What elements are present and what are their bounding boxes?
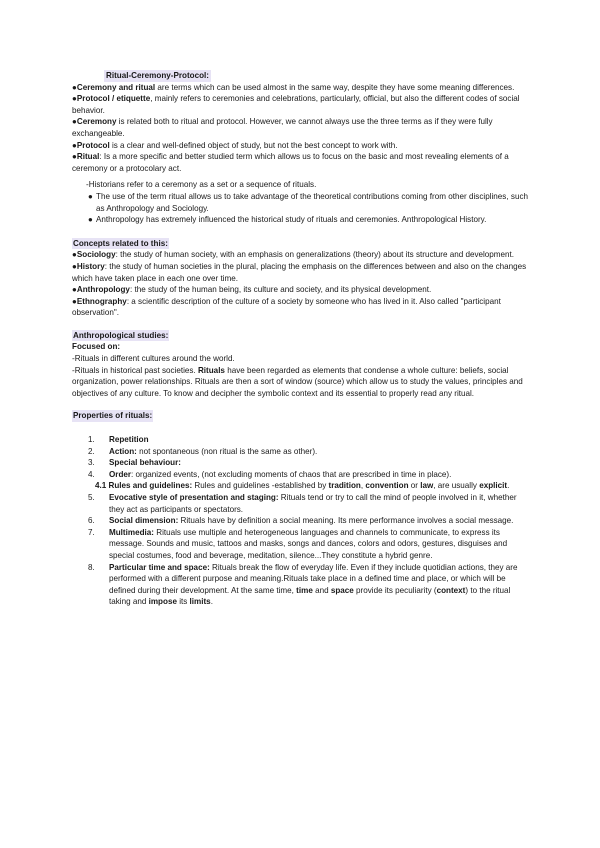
- paragraph: ●History: the study of human societies in the plural, placing the emphasis on the differences between and also on the changes which have taken place in each one over time.: [72, 261, 527, 283]
- bullet-item: ● The use of the term ritual allows us to take advantage of the theoretical contributions coming from other disciplines, such as Anthropology and Sociology.: [88, 191, 528, 213]
- paragraph: ●Ethnography: a scientific description of the culture of a society by someone who has lived in it. Also called "participant observation".: [72, 296, 501, 318]
- paragraph: ●Anthropology: the study of the human being, its culture and society, and its physical development.: [72, 285, 432, 295]
- dash-line: -Rituals in historical past societies. Rituals have been regarded as elements that condense a whole culture: beliefs, social organization, power relationships. Rituals are then a sort of window (source) which allow us to study the values, principles and objectives of any culture. To know and decipher the symbolic context and its essential to properly read any ritual.: [72, 365, 523, 398]
- section-title-anthropological: Anthropological studies:: [73, 330, 169, 340]
- paragraph: ●Protocol is a clear and well-defined object of study, but not the best concept to work with.: [72, 140, 398, 150]
- dash-line: -Rituals in different cultures around the world.: [72, 354, 235, 364]
- section-title-properties: Properties of rituals:: [73, 411, 153, 421]
- paragraph: ●Ritual: Is a more specific and better studied term which allows us to focus on the basic and most revealing elements of a ceremony or a protocolary act.: [72, 152, 509, 173]
- paragraph: ●Protocol / etiquette, mainly refers to ceremonies and celebrations, particularly, official, but also the different codes of social behavior.: [72, 94, 520, 115]
- list-item: 8. Particular time and space: Rituals break the flow of everyday life. Even if they include quotidian actions, they are performed with a different purpose and meaning.Rituals take place in a defined time and place, or which will be defined during their development. At the same time, time and space provide its peculiarity (context) to the ritual taking and impose its limits.: [88, 562, 518, 607]
- list-item: 7. Multimedia: Rituals use multiple and heterogeneous languages and channels to communicate, to express its message. Sounds and music, tattoos and masks, songs and dances, colors and odors, gestures, disguises and special costumes, food and beverage, meditation, silence...They constitute a hybrid genre.: [88, 527, 508, 560]
- paragraph: ●Sociology: the study of human society, with an emphasis on generalizations (theory) about its structure and development.: [72, 250, 515, 260]
- list-item: 3. Special behaviour:: [88, 458, 181, 468]
- list-item: 6. Social dimension: Rituals have by definition a social meaning. Its mere performance involves a social message.: [88, 516, 514, 526]
- document-body: [72, 70, 528, 608]
- subheading: Focused on:: [72, 342, 121, 352]
- list-item: 1. Repetition: [88, 435, 149, 445]
- list-item: 4. Order: organized events, (not excluding moments of chaos that are prescribed in time in place).: [88, 469, 452, 479]
- paragraph: ●Ceremony and ritual are terms which can be used almost in the same way, despite they have some meaning differences.: [72, 82, 515, 92]
- dash-note: -Historians refer to a ceremony as a set or a sequence of rituals.: [86, 180, 317, 190]
- list-item: 2. Action: not spontaneous (non ritual is the same as other).: [88, 446, 318, 456]
- section-title-concepts: Concepts related to this:: [73, 238, 168, 248]
- list-subitem: 4.1 Rules and guidelines: Rules and guidelines -established by tradition, convention or law, are usually explicit.: [95, 481, 510, 491]
- bullet-item: ● Anthropology has extremely influenced the historical study of rituals and ceremonies. Anthropological History.: [88, 215, 487, 225]
- section-title-ritual: Ritual-Ceremony-Protocol:: [106, 71, 209, 80]
- paragraph: ●Ceremony is related both to ritual and protocol. However, we cannot always use the three terms as if they were fully exchangeable.: [72, 117, 493, 138]
- list-item: 5. Evocative style of presentation and staging: Rituals tend or try to call the mind of people involved in it, whether they act as participants or spectators.: [88, 493, 517, 514]
- properties-list: [72, 434, 528, 608]
